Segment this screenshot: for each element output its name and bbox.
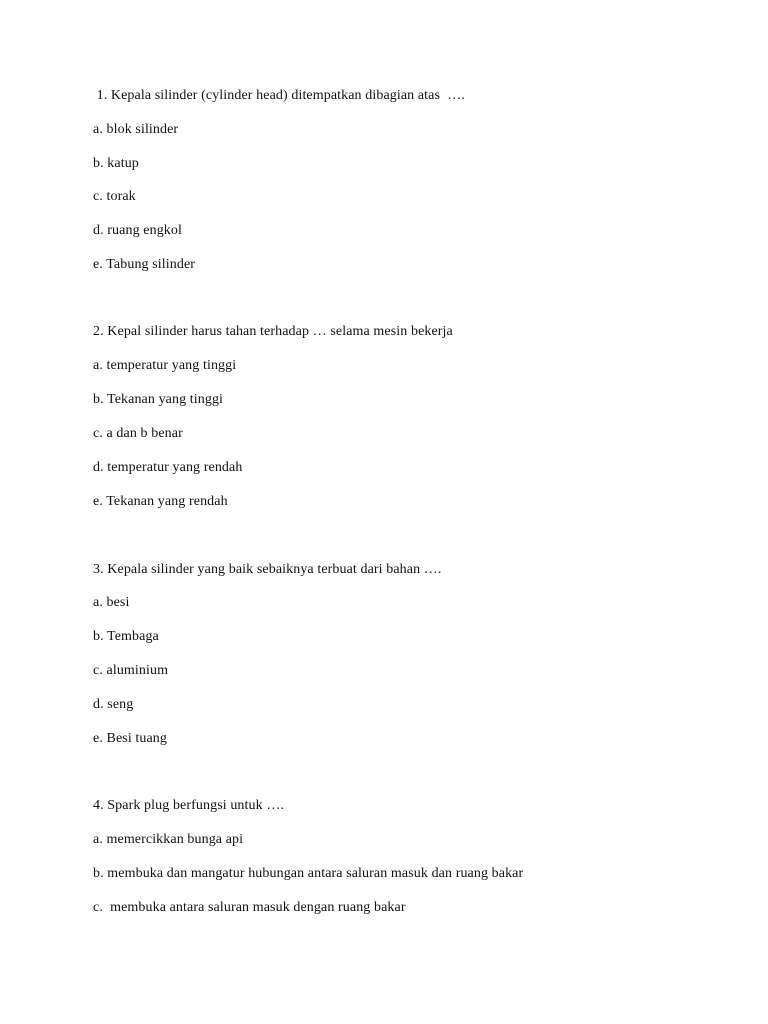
question-4-text: 4. Spark plug berfungsi untuk …. xyxy=(93,798,285,813)
question-2-text: 2. Kepal silinder harus tahan terhadap … selama mesin bekerja xyxy=(93,324,453,339)
question-2-option-a: a. temperatur yang tinggi xyxy=(93,358,237,373)
question-3-text: 3. Kepala silinder yang baik sebaiknya terbuat dari bahan …. xyxy=(93,562,442,577)
question-1-text: 1. Kepala silinder (cylinder head) ditempatkan dibagian atas …. xyxy=(93,88,465,103)
question-2-option-c: c. a dan b benar xyxy=(93,426,183,441)
question-1-option-b: b. katup xyxy=(93,156,139,171)
question-1-option-a: a. blok silinder xyxy=(93,122,179,137)
question-3-option-d: d. seng xyxy=(93,697,134,712)
question-3-option-a: a. besi xyxy=(93,595,130,610)
question-2-option-e: e. Tekanan yang rendah xyxy=(93,494,228,509)
question-3-option-b: b. Tembaga xyxy=(93,629,159,644)
question-4-option-b: b. membuka dan mangatur hubungan antara saluran masuk dan ruang bakar xyxy=(93,866,524,881)
question-4-option-a: a. memercikkan bunga api xyxy=(93,832,244,847)
question-2-option-b: b. Tekanan yang tinggi xyxy=(93,392,224,407)
question-1-option-c: c. torak xyxy=(93,189,136,204)
question-1-option-d: d. ruang engkol xyxy=(93,223,182,238)
question-1-option-e: e. Tabung silinder xyxy=(93,257,196,272)
question-4-option-c: c. membuka antara saluran masuk dengan ruang bakar xyxy=(93,900,406,915)
question-2-option-d: d. temperatur yang rendah xyxy=(93,460,243,475)
question-3-option-c: c. aluminium xyxy=(93,663,169,678)
question-3-option-e: e. Besi tuang xyxy=(93,731,168,746)
